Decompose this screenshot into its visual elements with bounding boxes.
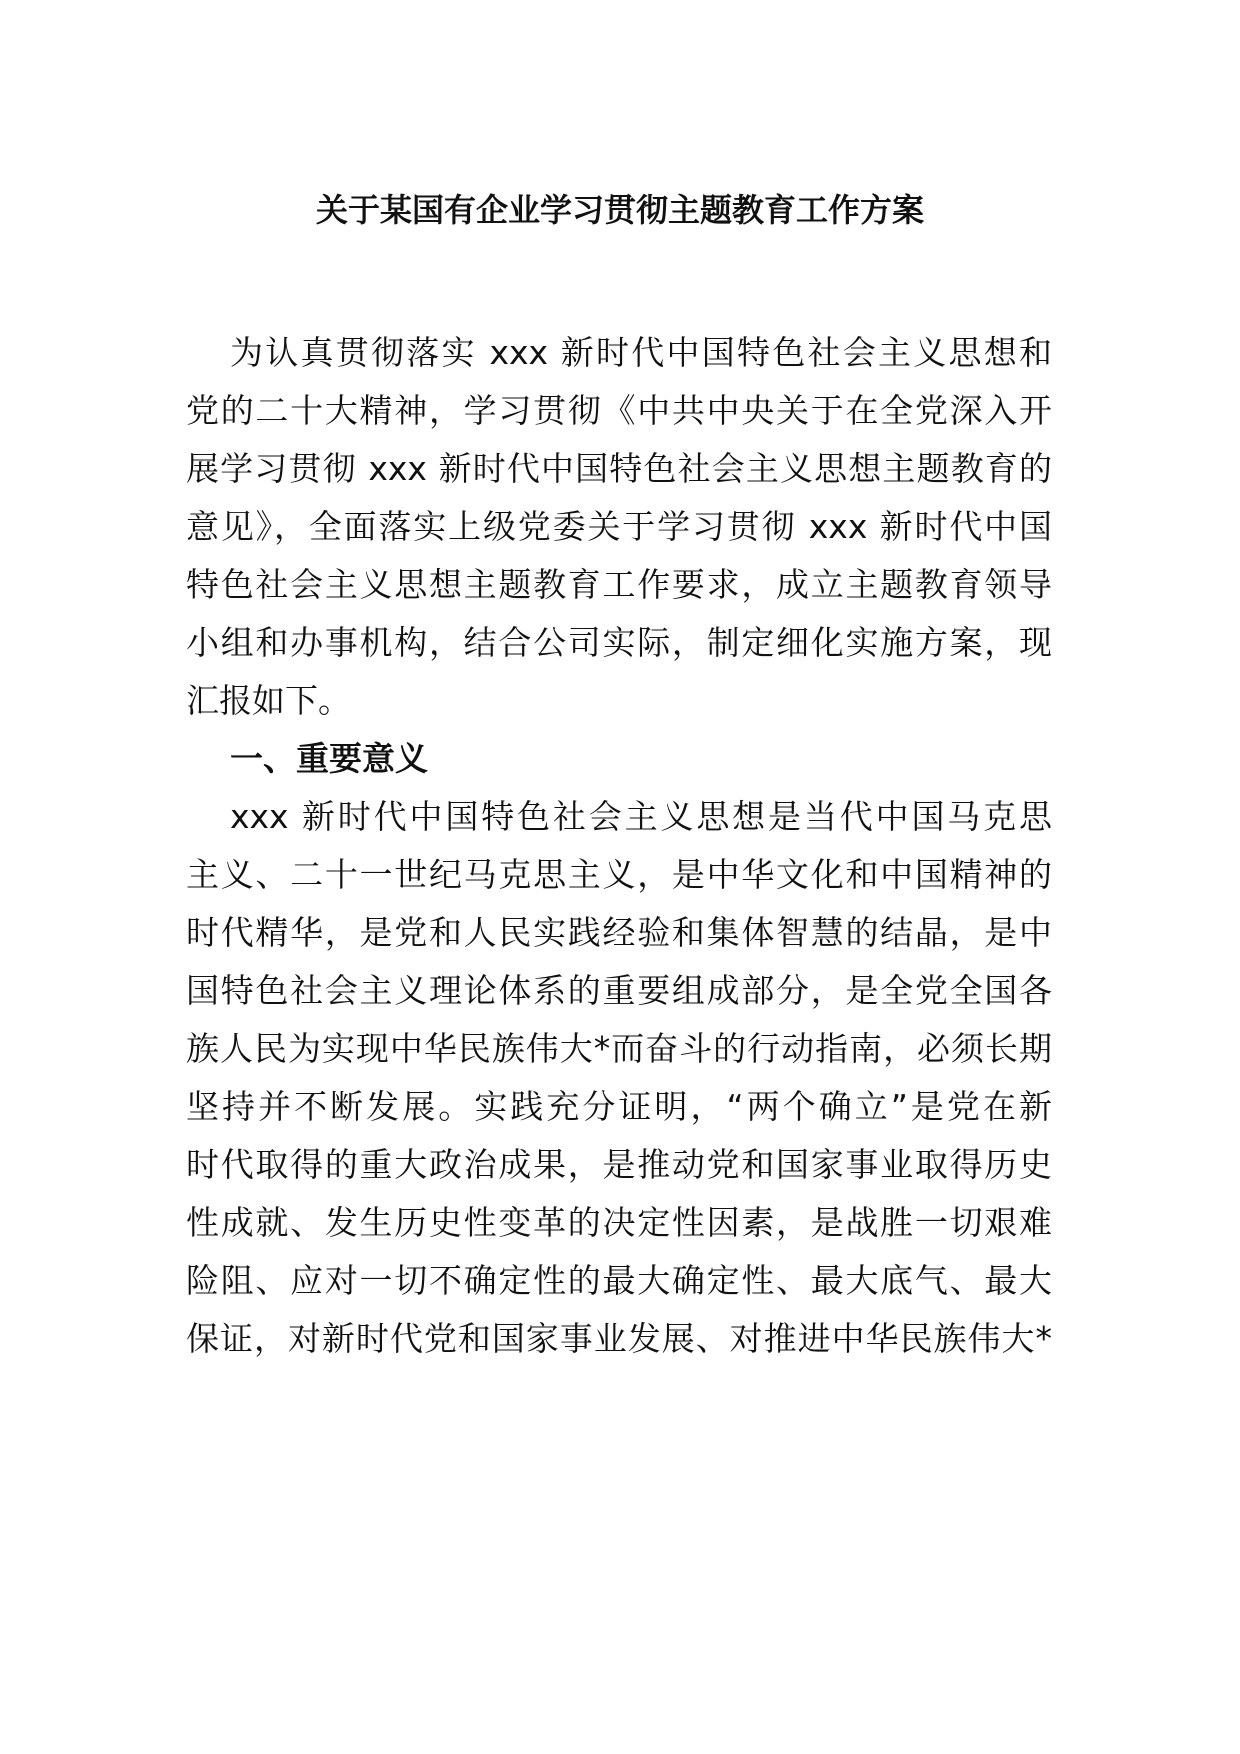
text-line: 主义、二十一世纪马克思主义，是中华文化和中国精神的 xyxy=(186,855,1052,894)
document-title: 关于某国有企业学习贯彻主题教育工作方案 xyxy=(315,191,924,229)
text-line: 小组和办事机构，结合公司实际，制定细化实施方案，现 xyxy=(186,623,1052,662)
text-line: 展学习贯彻 xxx 新时代中国特色社会主义思想主题教育的 xyxy=(186,449,1052,488)
text-line: 特色社会主义思想主题教育工作要求，成立主题教育领导 xyxy=(186,565,1052,604)
intro-paragraph xyxy=(186,324,1052,730)
text-line: 党的二十大精神，学习贯彻《中共中央关于在全党深入开 xyxy=(186,391,1052,430)
text-line: 国特色社会主义理论体系的重要组成部分，是全党全国各 xyxy=(186,971,1052,1010)
text-line: 族人民为实现中华民族伟大*而奋斗的行动指南，必须长期 xyxy=(186,1029,1052,1068)
document-body xyxy=(186,324,1052,1368)
text-line: 汇报如下。 xyxy=(186,681,351,720)
text-line: 时代取得的重大政治成果，是推动党和国家事业取得历史 xyxy=(186,1145,1052,1184)
section-heading: 一、重要意义 xyxy=(230,739,428,778)
text-line: 险阻、应对一切不确定性的最大确定性、最大底气、最大 xyxy=(186,1261,1052,1300)
text-line: 性成就、发生历史性变革的决定性因素，是战胜一切艰难 xyxy=(186,1203,1052,1242)
text-line: 意见》，全面落实上级党委关于学习贯彻 xxx 新时代中国 xyxy=(186,507,1052,546)
text-line: 为认真贯彻落实 xxx 新时代中国特色社会主义思想和 xyxy=(230,333,1052,372)
text-line: 坚持并不断发展。实践充分证明，“两个确立”是党在新 xyxy=(186,1087,1052,1126)
text-line: 时代精华，是党和人民实践经验和集体智慧的结晶，是中 xyxy=(186,913,1052,952)
significance-paragraph xyxy=(186,788,1052,1368)
text-line: 保证，对新时代党和国家事业发展、对推进中华民族伟大* xyxy=(186,1319,1052,1358)
text-line: xxx 新时代中国特色社会主义思想是当代中国马克思 xyxy=(230,797,1052,836)
